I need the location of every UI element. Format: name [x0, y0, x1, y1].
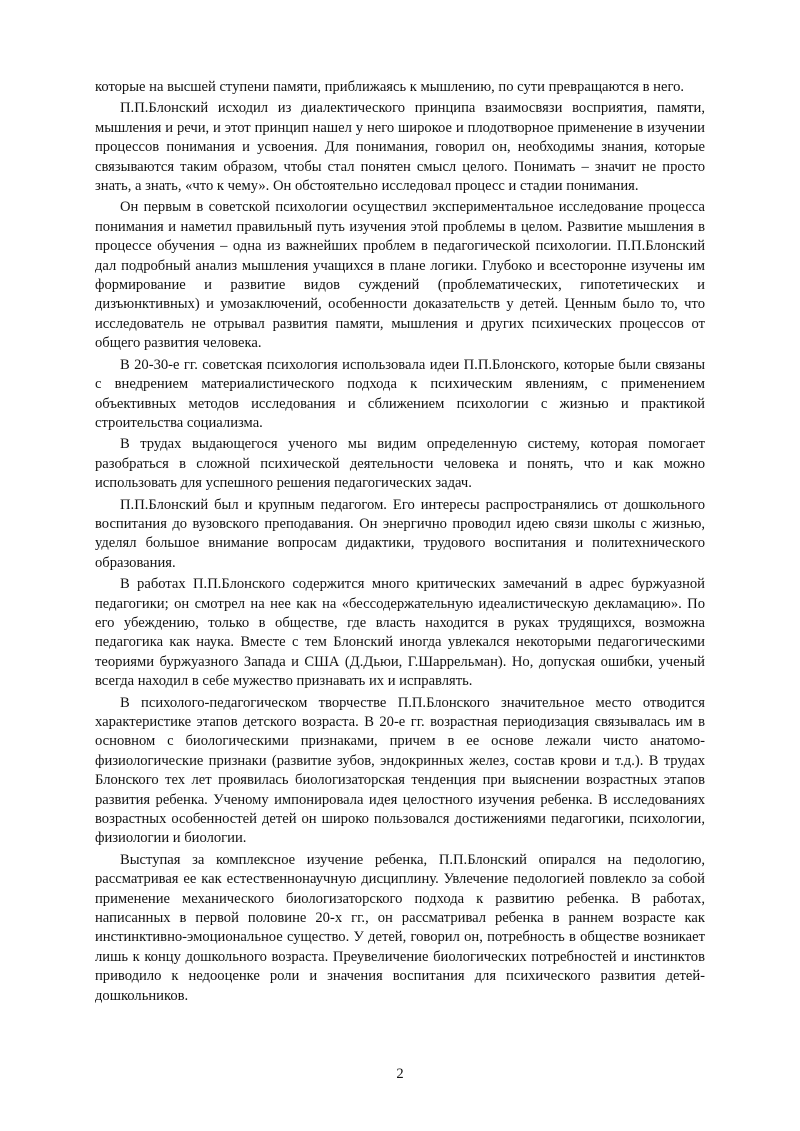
paragraph: П.П.Блонский исходил из диалектического принципа взаимосвязи восприятия, памяти, мышления и речи, и этот принцип нашел у него широкое и плодотворное применение в изучении процессов понимания и усвоения. Для понимания, говорил он, необходимы знания, которые связываются таким образом, чтобы стал понятен смысл целого. Понимать – значит не просто знать, а знать, «что к чему». Он обстоятельно исследовал процесс и стадии понимания.	[95, 100, 705, 195]
paragraph: В 20-30-е гг. советская психология использовала идеи П.П.Блонского, которые были связаны с внедрением материалистического подхода к психическим явлениям, с применением объективных методов исследования и сближением психологии с жизнью и практикой строительства социализма.	[95, 356, 705, 431]
paragraph: Он первым в советской психологии осуществил экспериментальное исследование процесса понимания и наметил правильный путь изучения этой проблемы в целом. Развитие мышления в процессе обучения – одна из важнейших проблем в педагогической психологии. П.П.Блонский дал подробный анализ мышления учащихся в плане логики. Глубоко и всесторонне изучены им формирование и развитие видов суждений (проблематических, гипотетических и дизъюнктивных) и умозаключений, особенности доказательств у детей. Ценным было то, что исследователь не отрывал развития памяти, мышления и других психических процессов от общего развития человека.	[95, 199, 705, 352]
paragraph: П.П.Блонский был и крупным педагогом. Его интересы распространялись от дошкольного воспитания до вузовского преподавания. Он энергично проводил идею связи школы с жизнью, уделял большое внимание вопросам дидактики, трудового воспитания и политехнического образования.	[95, 496, 705, 571]
paragraph: Выступая за комплексное изучение ребенка, П.П.Блонский опирался на педологию, рассматривая ее как естественнонаучную дисциплину. Увлечение педологией повлекло за собой применение механического биологизаторского подхода к развитию ребенка. В работах, написанных в первой половине 20-х гг., он рассматривал ребенка в раннем возрасте как инстинктивно-эмоциональное существо. У детей, говорил он, потребность в обществе возникает лишь к концу дошкольного возраста. Преувеличение биологических потребностей и инстинктов приводило к недооценке роли и значения воспитания для психического развития детей-дошкольников.	[95, 851, 705, 1004]
paragraph: В психолого-педагогическом творчестве П.П.Блонского значительное место отводится характеристике этапов детского возраста. В 20-е гг. возрастная периодизация связывалась им в основном с биологическими признаками, причем в ее основе лежали чисто анатомо-физиологические признаки (развитие зубов, эндокринных желез, состав крови и т.д.). В трудах Блонского тех лет проявилась биологизаторская тенденция при выяснении возрастных этапов развития ребенка. Ученому импонировала идея целостного изучения ребенка. В исследованиях возрастных особенностей детей он широко пользовался достижениями педагогики, психологии, физиологии и биологии.	[95, 694, 705, 847]
page-body	[95, 78, 705, 1008]
page-number: 2	[396, 1066, 404, 1082]
paragraph-continuation: которые на высшей ступени памяти, приближаясь к мышлению, по сути превращаются в него.	[95, 79, 685, 95]
paragraph: В трудах выдающегося ученого мы видим определенную систему, которая помогает разобраться в сложной психической деятельности человека и понять, что и как можно использовать для успешного решения педагогических задач.	[95, 436, 705, 492]
paragraph: В работах П.П.Блонского содержится много критических замечаний в адрес буржуазной педагогики; он смотрел на нее как на «бессодержательную идеалистическую декламацию». По его убеждению, только в обществе, где власть находится в руках трудящихся, возможна педагогика как наука. Вместе с тем Блонский иногда увлекался некоторыми педагогическими теориями буржуазного Запада и США (Д.Дьюи, Г.Шаррельман). Но, допуская ошибки, ученый всегда находил в себе мужество признавать их и исправлять.	[95, 576, 705, 690]
